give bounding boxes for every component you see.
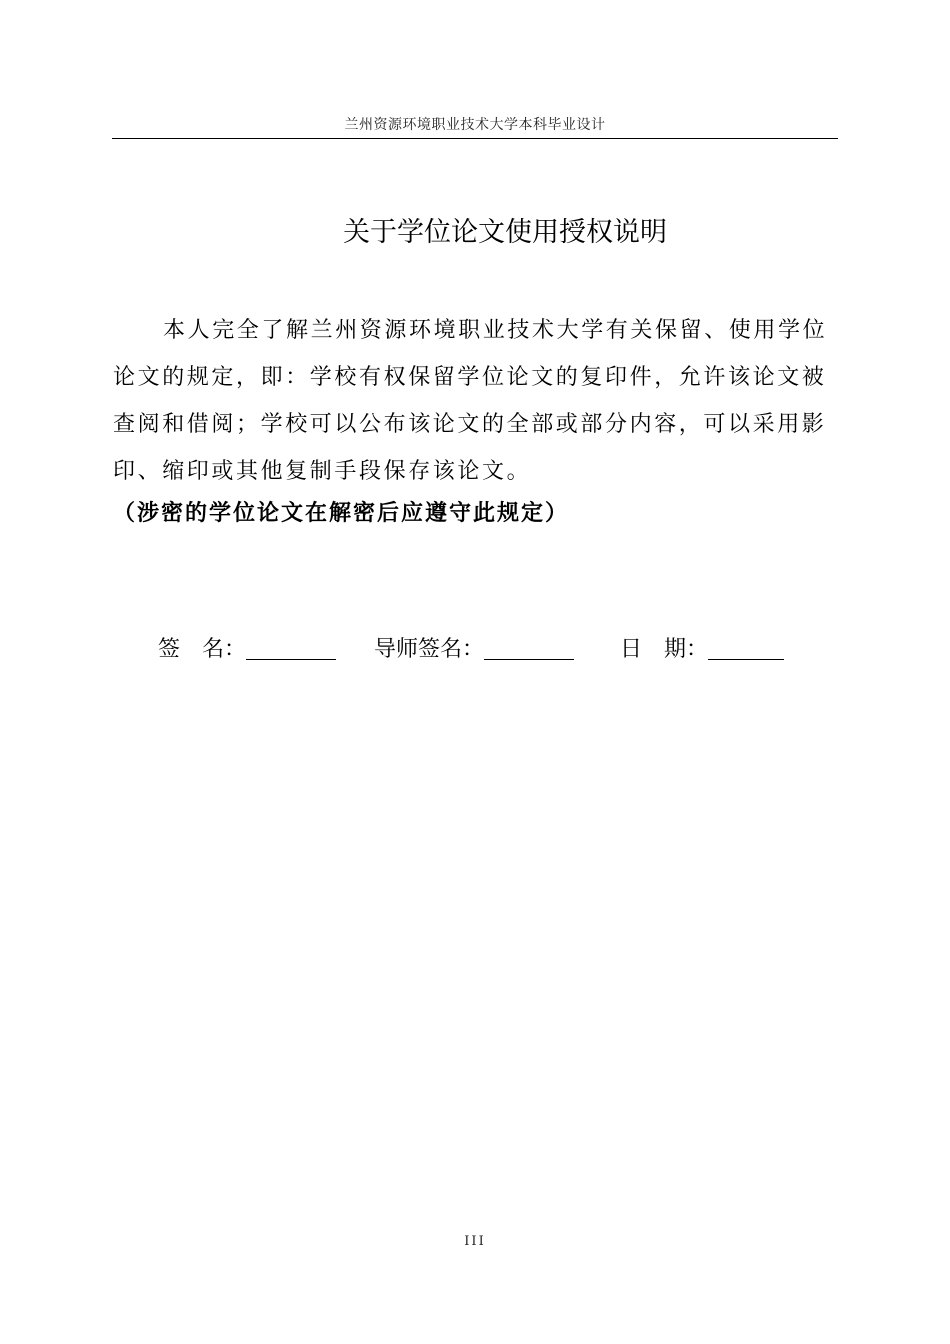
advisor-signature-blank[interactable] [484, 633, 574, 660]
advisor-signature-field [374, 630, 574, 670]
document-title: 关于学位论文使用授权说明 [343, 217, 667, 248]
author-signature-blank[interactable] [246, 633, 336, 660]
confidentiality-note: （涉密的学位论文在解密后应遵守此规定） [113, 501, 570, 526]
page-number: III [464, 1234, 486, 1249]
author-signature-field [158, 630, 336, 670]
authorization-paragraph: 本人完全了解兰州资源环境职业技术大学有关保留、使用学位论文的规定，即：学校有权保留学位论文的复印件，允许该论文被查阅和借阅；学校可以公布该论文的全部或部分内容，可以采用影印、缩印或其他复制手段保存该论文。 [113, 318, 828, 484]
signature-row [158, 630, 838, 670]
running-header [112, 112, 838, 139]
date-label: 日 期： [620, 637, 709, 662]
date-field [620, 630, 784, 670]
running-header-text: 兰州资源环境职业技术大学本科毕业设计 [344, 117, 606, 133]
date-blank[interactable] [708, 633, 784, 660]
author-signature-label: 签 名： [158, 637, 247, 662]
advisor-signature-label: 导师签名： [374, 637, 485, 662]
